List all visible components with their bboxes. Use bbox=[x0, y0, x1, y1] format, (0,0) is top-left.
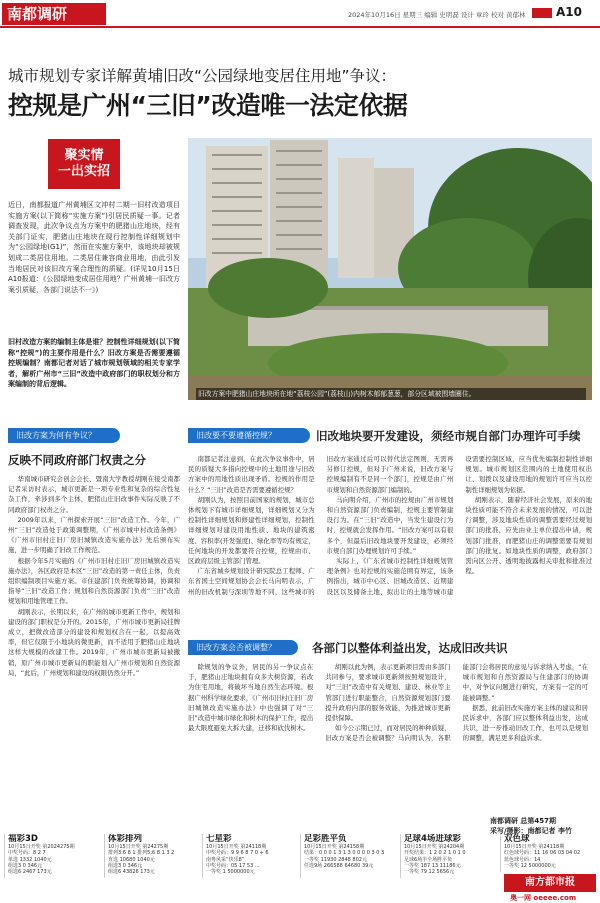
header-badge bbox=[532, 8, 552, 18]
paragraph: 胡刚以此为例，表示更新项目需由多部门共同参与，要求城市更新须按照规划设计，对“三旧”改造中有关规划、建设、林业等主管部门进行职能整合，自然资源规划部门要提升政府内部的服务效能，为推进城市更新提供保障。 bbox=[325, 663, 451, 723]
paragraph: 根据今年5月实施的《广州市旧村庄旧厂房旧城镇改造实施办法》，各区政府是本区“三旧”改造的第一责任主体，负责组织编制项目实施方案。市住建部门负责统筹协调，协调和指导“三旧”改造工作；规划和自然资源部门负责“三旧”改造规划和用地管理工作。 bbox=[8, 556, 180, 606]
section3-subhead: 各部门以整体利益出发，达成旧改共识 bbox=[312, 641, 508, 655]
lottery-row: 直选 10680 1040元 bbox=[108, 856, 155, 863]
lottery-row: 组选6 2467 173元 bbox=[8, 869, 52, 876]
lottery-period: 10月15日开奖 第24118期 bbox=[504, 844, 565, 850]
section3-body bbox=[188, 662, 588, 812]
byline bbox=[490, 816, 572, 836]
byline-column: 南都调研 总第457期 bbox=[490, 817, 557, 825]
section2-tag: 旧改要不要遵循控规？ bbox=[188, 428, 310, 443]
header-info: 2024年10月16日 星期三 编辑 史明磊 设计 章玲 校对 黄郁林 bbox=[348, 11, 526, 19]
paragraph: 实际上，《广东省城市控制性详细规划管理条例》也对控规的实施范围有界定，该条例指出，城市中心区、旧城改造区、近期建设区以及储备土地、拟出让的土地等城市建设需要控制区域，应当优先编制控制性详细规划。城市规划区范围内的土地使用权出让、划拨以及建设用地的规划许可应当以控制性详细规划为依据。 bbox=[326, 455, 592, 596]
lottery-numbers: 排列3:6 8 1 排列5:6 8 1 3 2 bbox=[108, 850, 175, 857]
lottery-period: 10月15日开奖 第24158期 bbox=[304, 844, 365, 850]
section1-tag: 旧改方案为何有争议？ bbox=[8, 428, 120, 443]
column-stamp bbox=[48, 139, 120, 189]
newspaper-logo: 南方都市报 bbox=[504, 874, 596, 892]
lottery-block bbox=[300, 834, 398, 878]
lottery-row: 单选 1332 1040元 bbox=[8, 856, 52, 863]
lottery-name: 双色球 bbox=[504, 834, 530, 844]
paragraph: 华南城市研究会创会会长、暨南大学教授胡刚在接受南都记者采访时表示，城市更新是一项专业性和复杂的综合性复杂工作，牵涉到多个主体，肥猪山庄旧改事件实际反映了不同政府部门权责之分。 bbox=[8, 475, 180, 514]
lottery-numbers: 红色球号码：11 16 06 03 04 02 bbox=[504, 850, 581, 857]
lottery-block bbox=[202, 834, 298, 878]
page-header bbox=[0, 0, 600, 28]
lottery-row: 一等奖 1 5000000元 bbox=[206, 869, 255, 876]
site-link[interactable]: 奥一网 oeeee.com bbox=[510, 894, 577, 902]
lottery-period: 10月15日开奖 第24275期 bbox=[108, 844, 169, 850]
lead-paragraph: 近日，南都报道广州黄埔区文冲村二期一旧村改造项目实施方案(以下简称“实施方案”)引居民质疑一事。记者调查发现，此次争议点为方案中的肥猪山庄地块，经有关部门证实，肥猪山庄地块在现行控制性详细规划中为“公园绿地(G1)”，然而在实施方案中，该地块却被规划成二类居住用地。二类居住兼容商业用地，由此引发当地居民对该旧改方案合理性的质疑。(详见10月15日A10报道：《公园绿地变成居住用地？广州黄埔一旧改方案引质疑，各部门说法不一》) bbox=[8, 201, 180, 294]
section2-subhead: 旧改地块要开发建设，须经市规自部门办理许可手续 bbox=[316, 429, 581, 443]
lottery-row: 任选9场 266588 64680 39元 bbox=[304, 862, 374, 869]
stamp-line: 一出实招 bbox=[57, 164, 110, 179]
byline-reporter: 采写/摄影：南都记者 李竹 bbox=[490, 827, 572, 835]
paragraph: 2009年以来，广州探索开展“三旧”改造工作。今年，广州“三旧”改造处于政策调整期，《广州市城中村改造条例》《广州市旧村庄旧厂房旧城镇改造实施办法》先后颁布实施，进一步明确了旧改工作规范。 bbox=[8, 515, 180, 555]
page-number: A10 bbox=[556, 5, 582, 19]
lottery-block bbox=[500, 834, 596, 872]
lottery-row: 组选6 43826 173元 bbox=[108, 869, 155, 876]
paragraph: 广东省城乡规划设计研究院总工程师、广东省国土空间规划协会会长马向明表示，广州的旧改机制与深圳等地不同，这些城市的旧改方案通过后可以替代法定图则，无需再另修订控规，但对于广州来说，旧改方案与控规编制有不是同一个部门，控规是由广州市规划和自然资源部门编制的。 bbox=[188, 455, 454, 596]
lottery-row: 南粤风采“快乐8” bbox=[206, 856, 245, 863]
lead-questions: 旧村改造方案的编制主体是谁？控制性详细规划(以下简称“控规”)的主要作用是什么？旧改方案是否需要遵循控规编制？南都记者对话了城市规划领域的相关专家学者，解析广州市“三旧”改造中政府部门的职权划分和方案编制的背后逻辑。 bbox=[8, 338, 180, 389]
lottery-numbers: 结果：0 0 0 1 3 1 3 0 0 0 0 3 0 3 bbox=[304, 850, 385, 857]
section1-subhead: 反映不同政府部门权责之分 bbox=[8, 453, 146, 467]
kicker-title: 城市规划专家详解黄埔旧改“公园绿地变居住用地”争议： bbox=[8, 67, 397, 85]
lottery-name: 七星彩 bbox=[206, 834, 232, 844]
paragraph: 马向明介绍，广州市的控规由广州市规划和自然资源部门负责编制，控规主要管制建设行为。在“三旧”改造中，当发生建设行为时，控规就会发挥作用。“旧改方案可以有很多个，但最后旧改地块要开发建设，必须经市规自部门办理规划许可手续。” bbox=[326, 495, 454, 555]
stamp-line: 聚实情 bbox=[64, 148, 104, 163]
paragraph: 据悉，此前旧改实施方案主体的建议和居民诉求中，各部门应以整体利益出发，达成共识，进一步推动旧改工作，也可以是规划的调整，满足更多利益诉求。 bbox=[462, 703, 588, 743]
lottery-row: 组选3 0 346元 bbox=[108, 862, 143, 869]
lottery-row: 一等奖 11930 2848 802元 bbox=[304, 856, 367, 863]
lottery-period: 10月15日开奖 第2024275期 bbox=[8, 844, 75, 850]
section3-tag: 旧改方案会否被调整？ bbox=[188, 640, 298, 655]
paragraph: 南都记者注意到，在此次争议事件中，居民的质疑大多指向控规中的土地用途与旧改方案中的用地性质出现矛盾。控规的作用是什么？“三旧”改造是否需要遵循控规？ bbox=[188, 455, 315, 494]
lottery-block bbox=[104, 834, 200, 878]
lottery-period: 10月15日开奖 第24204期 bbox=[404, 844, 465, 850]
lottery-row: 一等奖 12 5000000元 bbox=[504, 862, 556, 869]
section-tag: 南都调研 bbox=[2, 3, 106, 25]
lottery-row: 足球6场半全场胜平负 bbox=[404, 856, 453, 863]
section1-body bbox=[8, 474, 180, 820]
lottery-numbers: 中奖号码：9 9 6 8 7 0 + 6 bbox=[206, 850, 269, 857]
news-photo bbox=[188, 138, 592, 400]
paragraph: 胡刚表示，随着经济社会发展，原来的地块性质可能不符合未来发展的情况，可以进行调整，涉及地块性质的调整需要经过规划部门的批准，应先由业主单位提出申请，规划部门批准，而肥猪山庄的调整需要有规划部门的批复。如地块性质的调整，政府部门需向区公开、透明地披露相关审批和批准过程。 bbox=[465, 495, 592, 576]
lottery-numbers: 开奖结果：1 2 0 2 1 0 1 0 bbox=[404, 850, 466, 857]
lottery-row: 蓝色球号码：14 bbox=[504, 856, 541, 863]
lottery-row: 一等奖 187 13 11186元 bbox=[404, 862, 461, 869]
paragraph: 胡刚认为，按照目前国家的规划，城市总体规划下有城市详细规划，详细规划又分为控制性详细规划和修建性详细规划，控制性详细规划对建设用地性质、地块的建筑密度、容积率(开发强度)、绿化率等均有规定，任何地块的开发都要符合控规，控规由市、区政府层级主管部门管理。 bbox=[188, 495, 315, 566]
lottery-name: 福彩3D bbox=[8, 834, 38, 844]
headline: 控规是广州“三旧”改造唯一法定依据 bbox=[8, 91, 408, 120]
paragraph: 胡刚表示，长期以来，在广州的城市更新工作中，规划和建设的部门职权是分开的。2015年，广州市城市更新局挂牌成立，把微改造部分的建设和规划权合在一起，以提高效率，但它仅限于小地块的微更新，而不适用于肥猪山庄地块这样大规模的改建工作。2019年，广州市城市更新局被撤销，原广州市城市更新局的职能划入广州市规划和自然资源局，“此后，广州规划和建设的权限仍然分开。” bbox=[8, 607, 180, 677]
lottery-row: 组选3 0 346元 bbox=[8, 862, 43, 869]
lottery-row: 中奖号码：05 17 53 ... bbox=[206, 862, 260, 869]
paragraph: 除规划的争议外，居民的另一争议点在于，肥猪山庄地块拥有众多大树资源，若改为住宅用地，将破坏当地自然生态环境。根据广州科学绿化要求，《广州市旧村庄旧厂房旧城镇改造实施办法》中也强调了对“三旧”改造中城市绿化和树木的保护工作，提出最大限度避免大拆大建，迁移和砍伐树木。 bbox=[188, 663, 314, 733]
section2-body bbox=[188, 454, 592, 626]
lottery-row: 一等奖 79 12 5656元 bbox=[404, 869, 455, 876]
lottery-name: 足球4场进球彩 bbox=[404, 834, 461, 844]
paragraph: 如今公示期已过，而对居民的种种质疑，旧改方案是否会被调整？马向明认为，各职能部门会将居民的意见与诉求纳入考虑，“在城市规划和自然资源局与住建部门的协调中，对争议问题进行研究，方案有一定的可能被调整。” bbox=[325, 663, 588, 743]
lottery-name: 足彩胜平负 bbox=[304, 834, 347, 844]
photo-caption: 旧改方案中肥猪山庄地块所在地“荔枝公园”(荔枝山)内树木郁郁葱葱，部分区域被围墙圈住。 bbox=[196, 388, 586, 400]
lottery-block bbox=[400, 834, 498, 878]
lottery-block bbox=[4, 834, 102, 878]
lottery-name: 体彩排列 bbox=[108, 834, 143, 844]
lottery-numbers: 中奖号码：8 2 7 bbox=[8, 850, 46, 857]
lottery-period: 10月15日开奖 第24118期 bbox=[206, 844, 267, 850]
